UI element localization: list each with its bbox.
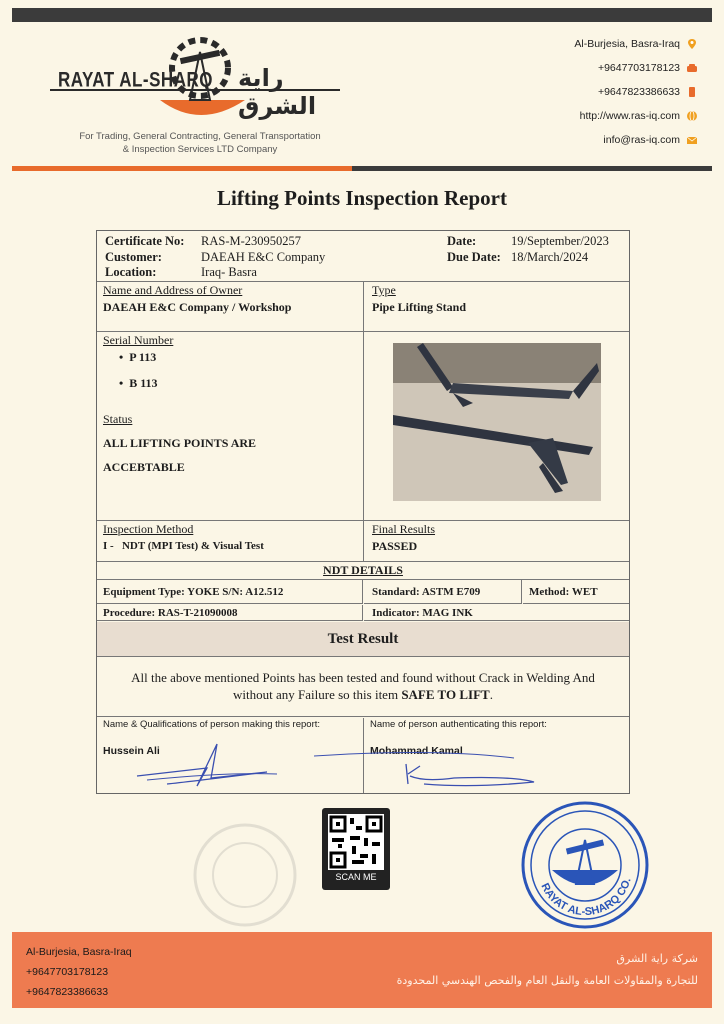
tagline-line-2: & Inspection Services LTD Company <box>122 144 278 155</box>
status-line-1: ALL LIFTING POINTS ARE <box>103 436 257 450</box>
status-line-2: ACCEBTABLE <box>103 460 185 474</box>
report-table <box>96 230 630 794</box>
phone-icon <box>686 62 698 74</box>
equipment-photo <box>393 343 601 501</box>
final-label: Final Results <box>372 522 436 536</box>
serial-item: • B 113 <box>119 376 158 390</box>
test-result-text <box>97 657 629 717</box>
owner-label: Name and Address of Owner <box>103 283 243 297</box>
final-value: PASSED <box>372 539 418 553</box>
logo-text-ar: راية الشرق <box>238 64 317 120</box>
indicator: Indicator: MAG INK <box>364 605 629 621</box>
header-website[interactable]: http://www.ras-iq.com <box>579 110 680 122</box>
serial-value-2: B 113 <box>129 376 158 390</box>
info-block <box>97 231 629 282</box>
header-phone-1: +9647703178123 <box>597 62 680 74</box>
owner-value: DAEAH E&C Company / Workshop <box>103 300 292 314</box>
ndt-details-title: NDT DETAILS <box>97 562 629 580</box>
company-logo <box>40 30 360 130</box>
qr-code-icon <box>328 814 384 870</box>
due-date-label: Due Date: <box>447 249 501 264</box>
customer-value: DAEAH E&C Company <box>201 249 326 264</box>
type-value: Pipe Lifting Stand <box>372 300 467 314</box>
footer <box>12 932 712 1008</box>
report-title: Lifting Points Inspection Report <box>217 186 507 210</box>
faint-seal-icon <box>190 820 300 930</box>
tagline-line-1: For Trading, General Contracting, General Transportation <box>79 131 321 142</box>
footer-arabic-line-1: شركة راية الشرق <box>616 952 698 965</box>
owner-cell <box>97 282 364 332</box>
serial-value-1: P 113 <box>129 350 157 364</box>
location-value: Iraq- Basra <box>201 265 257 279</box>
company-tagline <box>40 130 360 156</box>
scan-me-label: SCAN ME <box>335 872 377 882</box>
maker-label: Name & Qualifications of person making this report: <box>103 719 321 730</box>
maker-signature-icon <box>127 738 277 788</box>
equipment-type: Equipment Type: YOKE S/N: A12.512 <box>97 580 363 604</box>
footer-arabic-line-2: للتجارة والمقاولات العامة والنقل العام والفحص الهندسي المحدودة <box>396 974 698 987</box>
date-value: 19/September/2023 <box>511 234 609 248</box>
mobile-icon <box>686 86 698 98</box>
method-cell <box>97 521 364 562</box>
footer-phone-1: +9647703178123 <box>26 966 109 978</box>
svg-text:RAYAT AL-SHARQ CO.: RAYAT AL-SHARQ CO. <box>538 876 634 919</box>
footer-arabic <box>397 948 698 992</box>
footer-contact <box>26 942 132 1002</box>
footer-phone-2: +9647823386633 <box>26 986 109 998</box>
header-address: Al-Burjesia, Basra-Iraq <box>574 38 680 50</box>
header-divider <box>12 166 712 171</box>
header-phone-2: +9647823386633 <box>597 86 680 98</box>
qr-code[interactable] <box>322 808 390 890</box>
serial-status-cell <box>97 332 364 521</box>
test-result-title: Test Result <box>97 622 629 657</box>
type-cell <box>364 282 629 332</box>
company-stamp-icon <box>520 800 650 930</box>
ndt-method: Method: WET <box>523 580 629 604</box>
final-result-cell <box>364 521 629 562</box>
location-pin-icon <box>686 38 698 50</box>
logo-text-en: RAYAT AL-SHARQ <box>58 67 213 92</box>
serial-label: Serial Number <box>103 333 174 347</box>
globe-icon <box>686 110 698 122</box>
location-label: Location: <box>105 265 157 279</box>
result-line-2: without any Failure so this item <box>233 687 399 702</box>
auth-label: Name of person authenticating this report: <box>370 719 547 730</box>
footer-address: Al-Burjesia, Basra-Iraq <box>26 946 132 958</box>
result-end: . <box>489 687 493 702</box>
type-label: Type <box>372 283 396 297</box>
cert-label: Certificate No: <box>105 234 185 248</box>
maker-name: Hussein Ali <box>103 745 160 757</box>
method-label: Inspection Method <box>103 522 194 536</box>
due-date-value: 18/March/2024 <box>511 249 589 264</box>
procedure: Procedure: RAS-T-21090008 <box>97 605 363 621</box>
date-label: Date: <box>447 234 477 248</box>
header-contact <box>574 32 698 152</box>
cert-number: RAS-M-230950257 <box>201 234 302 248</box>
top-bar <box>12 8 712 22</box>
status-label: Status <box>103 412 133 426</box>
header-email[interactable]: info@ras-iq.com <box>603 134 680 146</box>
safe-to-lift: SAFE TO LIFT <box>401 687 490 702</box>
auth-signature-icon <box>314 738 554 788</box>
auth-name: Mohammad Kamal <box>370 745 463 757</box>
result-line-1: All the above mentioned Points has been tested and found without Crack in Welding And <box>131 670 595 685</box>
serial-item: • P 113 <box>119 350 157 364</box>
email-icon <box>686 134 698 146</box>
method-index: I - <box>103 540 114 552</box>
authenticator-cell <box>364 718 629 793</box>
customer-label: Customer: <box>105 249 162 264</box>
method-value: NDT (MPI Test) & Visual Test <box>121 540 264 552</box>
standard: Standard: ASTM E709 <box>364 580 522 604</box>
